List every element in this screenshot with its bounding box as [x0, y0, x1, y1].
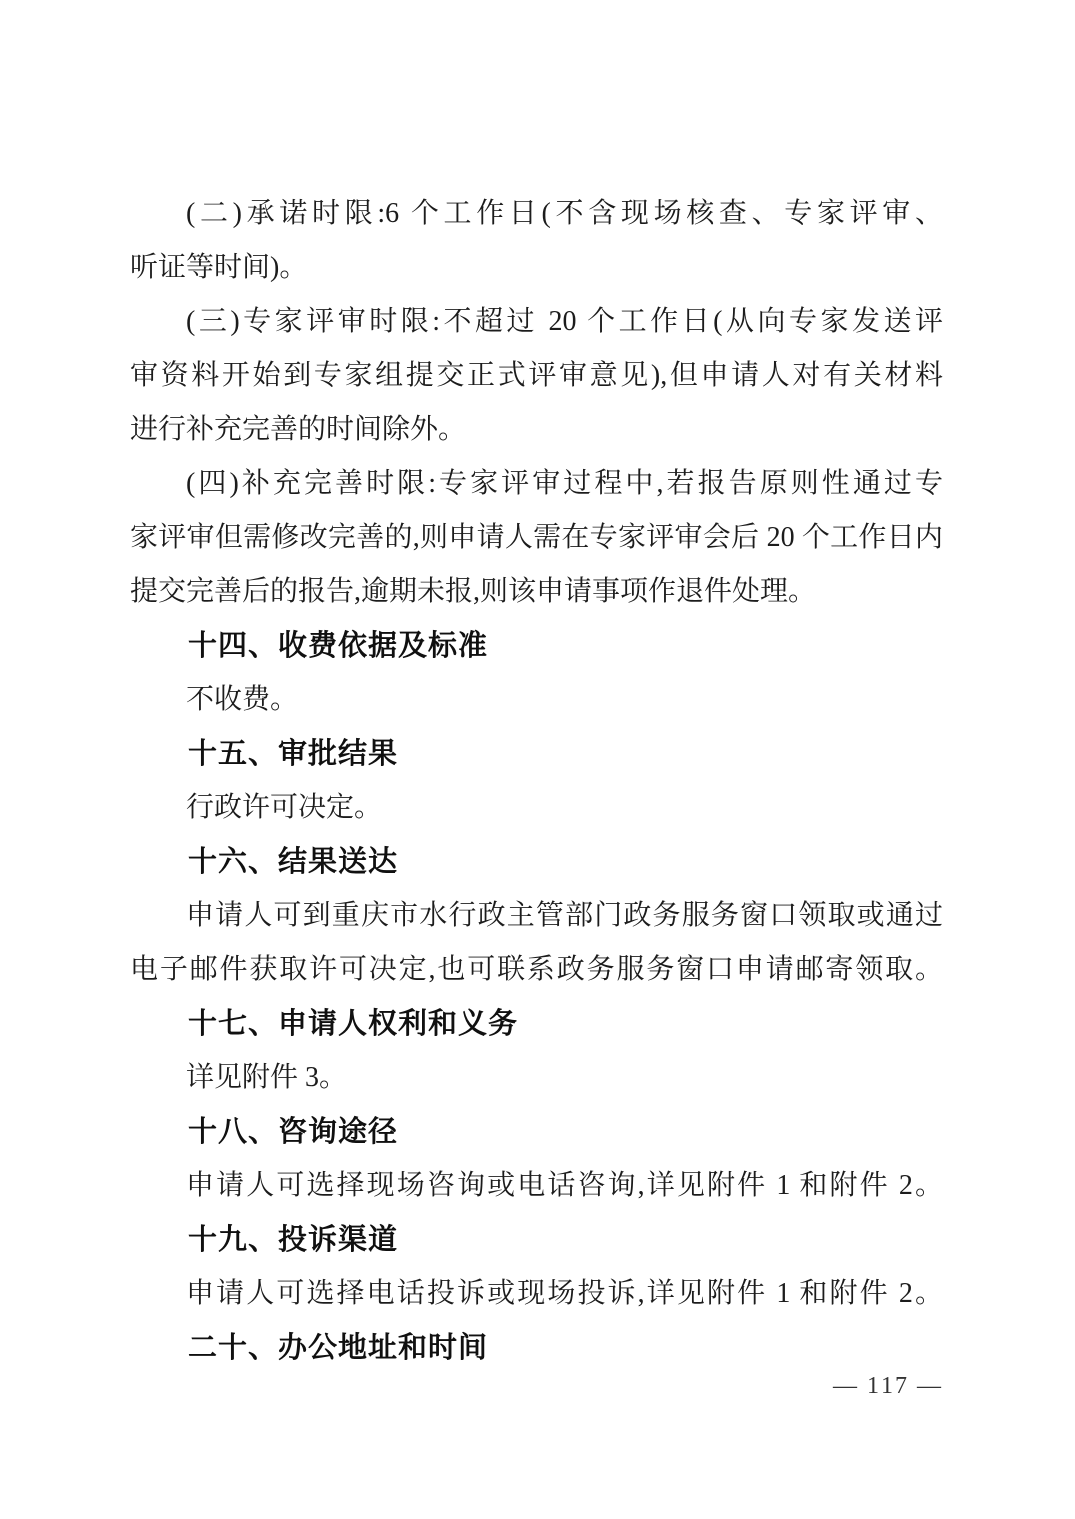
- section-heading: 十九、投诉渠道: [188, 1224, 399, 1256]
- section-heading: 十八、咨询途径: [188, 1116, 399, 1148]
- body-text-line: 进行补充完善的时间除外。: [130, 414, 467, 445]
- body-text-line: (二)承诺时限:6 个工作日(不含现场核查、专家评审、: [186, 198, 943, 229]
- section-heading: 十四、收费依据及标准: [188, 630, 489, 662]
- body-text-line: 审资料开始到专家组提交正式评审意见),但申请人对有关材料: [130, 360, 943, 391]
- page-number: — 117 —: [833, 1373, 943, 1399]
- section-heading: 十六、结果送达: [188, 846, 399, 878]
- body-text-line: 申请人可到重庆市水行政主管部门政务服务窗口领取或通过: [186, 900, 943, 931]
- body-text-line: 提交完善后的报告,逾期未报,则该申请事项作退件处理。: [130, 576, 817, 607]
- body-text-line: 家评审但需修改完善的,则申请人需在专家评审会后 20 个工作日内: [130, 522, 943, 553]
- page-footer: [833, 1368, 943, 1404]
- body-text-line: 不收费。: [186, 684, 299, 715]
- body-text-line: 电子邮件获取许可决定,也可联系政务服务窗口申请邮寄领取。: [130, 954, 943, 985]
- section-heading: 十五、审批结果: [188, 738, 399, 770]
- body-text-line: 行政许可决定。: [186, 792, 383, 823]
- body-text-line: 申请人可选择现场咨询或电话咨询,详见附件 1 和附件 2。: [186, 1170, 943, 1201]
- body-text-line: (四)补充完善时限:专家评审过程中,若报告原则性通过专: [186, 468, 943, 499]
- body-text-line: 详见附件 3。: [186, 1062, 348, 1093]
- body-text-line: 听证等时间)。: [130, 252, 308, 283]
- section-heading: 十七、申请人权利和义务: [188, 1008, 519, 1040]
- body-text-line: 申请人可选择电话投诉或现场投诉,详见附件 1 和附件 2。: [186, 1278, 943, 1309]
- section-heading: 二十、办公地址和时间: [188, 1332, 489, 1364]
- document-content: [130, 187, 943, 1375]
- body-text-line: (三)专家评审时限:不超过 20 个工作日(从向专家发送评: [186, 306, 943, 337]
